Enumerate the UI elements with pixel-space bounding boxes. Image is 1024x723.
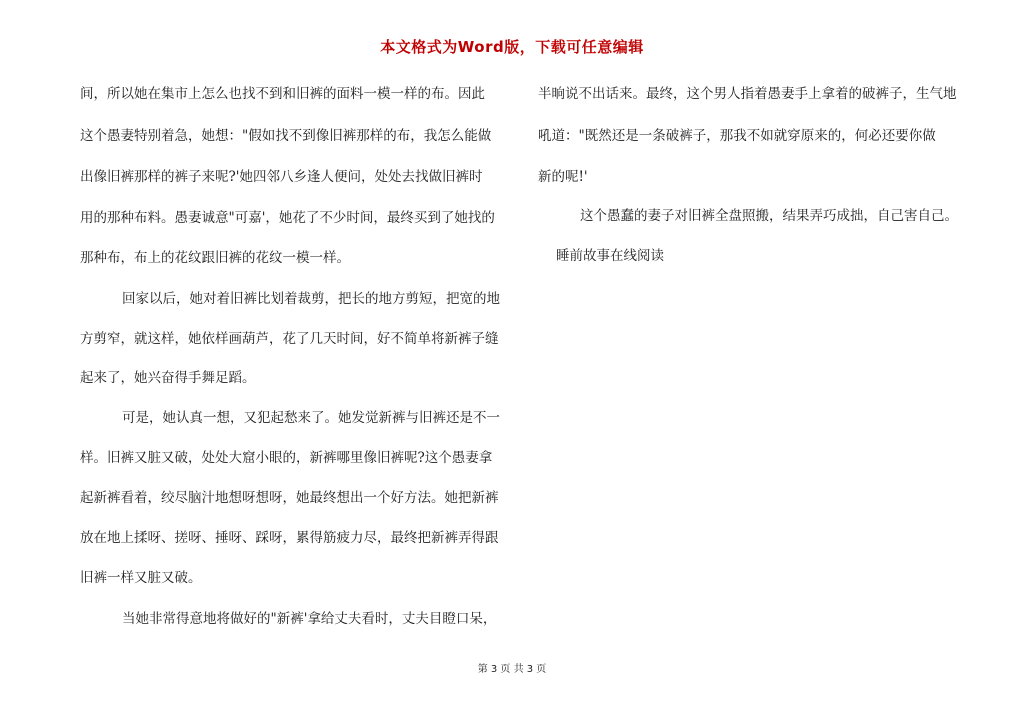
paragraph-line: 那种布，布上的花纹跟旧裤的花纹一模一样。: [80, 250, 350, 266]
paragraph-line: 方剪窄，就这样，她依样画葫芦，花了几天时间，好不简单将新裤子缝: [80, 331, 499, 347]
paragraph-line: 半晌说不出话来。最终，这个男人指着愚妻手上拿着的破裤子，生气地: [538, 86, 957, 102]
paragraph-line: 回家以后，她对着旧裤比划着裁剪，把长的地方剪短，把宽的地: [122, 291, 500, 307]
paragraph-line: 可是，她认真一想，又犯起愁来了。她发觉新裤与旧裤还是不一: [122, 410, 500, 426]
paragraph-line: 出像旧裤那样的裤子来呢?'她四邻八乡逢人便问，处处去找做旧裤时: [80, 169, 483, 185]
paragraph-line: 放在地上揉呀、搓呀、捶呀、踩呀，累得筋疲力尽，最终把新裤弄得跟: [80, 530, 499, 546]
header-banner: 本文格式为Word版，下载可任意编辑: [380, 38, 644, 56]
paragraph-line: 旧裤一样又脏又破。: [80, 570, 202, 586]
paragraph-line: 起新裤看着，绞尽脑汁地想呀想呀，她最终想出一个好方法。她把新裤: [80, 490, 499, 506]
link-text: 睡前故事在线阅读: [556, 248, 664, 264]
paragraph-line: 吼道："既然还是一条破裤子，那我不如就穿原来的，何必还要你做: [538, 128, 936, 144]
paragraph-line: 这个愚蠢的妻子对旧裤全盘照搬，结果弄巧成拙，自己害自己。: [580, 208, 958, 224]
paragraph-line: 间，所以她在集市上怎么也找不到和旧裤的面料一模一样的布。因此: [80, 86, 485, 102]
paragraph-line: 当她非常得意地将做好的"新裤'拿给丈夫看时，丈夫目瞪口呆，: [122, 611, 497, 627]
paragraph-line: 起来了，她兴奋得手舞足蹈。: [80, 370, 256, 386]
paragraph-line: 这个愚妻特别着急，她想："假如找不到像旧裤那样的布，我怎么能做: [80, 128, 492, 144]
paragraph-line: 样。旧裤又脏又破，处处大窟小眼的，新裤哪里像旧裤呢?这个愚妻拿: [80, 450, 493, 466]
page-number: 第 3 页 共 3 页: [477, 664, 547, 675]
paragraph-line: 用的那种布料。愚妻诚意"可嘉'，她花了不少时间，最终买到了她找的: [80, 210, 495, 226]
paragraph-line: 新的呢!': [538, 169, 588, 185]
